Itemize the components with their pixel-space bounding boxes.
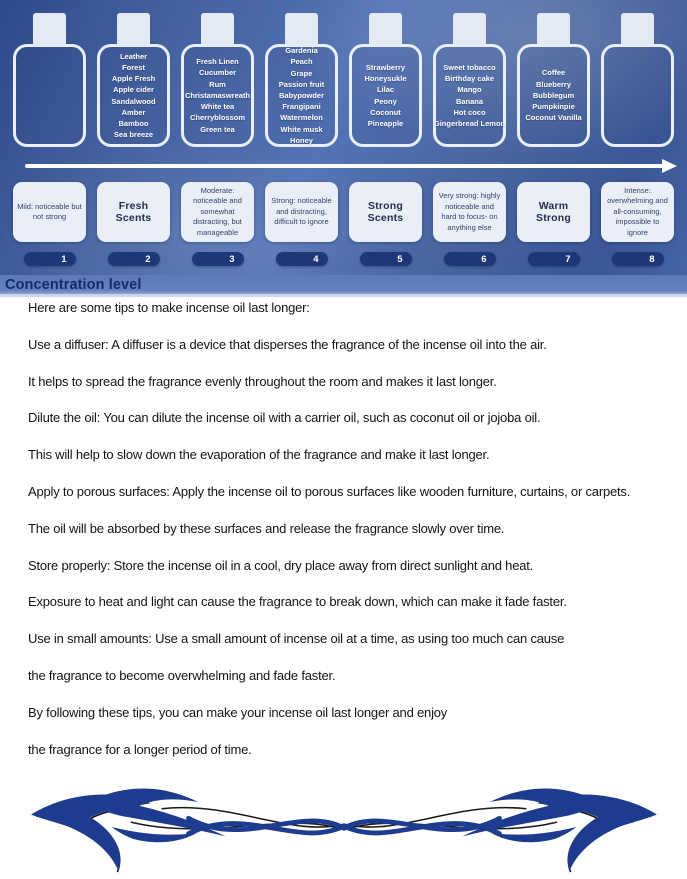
scent-concentration-banner xyxy=(0,0,687,293)
bottle-body xyxy=(97,44,170,147)
scent-name: Frangipani xyxy=(282,102,321,112)
scent-bottle xyxy=(517,13,590,150)
scent-name: Rum xyxy=(209,79,226,89)
tip-line: This will help to slow down the evaporation of the fragrance and make it last longer. xyxy=(28,447,490,463)
level-label: Moderate: noticeable and somewhat distracting, but manageable xyxy=(193,185,242,237)
scent-name: Amber xyxy=(121,107,146,117)
tip-line: Store properly: Store the incense oil in a cool, dry place away from direct sunlight and heat. xyxy=(28,557,534,573)
scent-bottle xyxy=(349,13,422,150)
level-number-pill xyxy=(276,252,328,266)
bottles-row xyxy=(0,13,687,150)
bottle-body xyxy=(13,44,86,147)
scent-name: Pineapple xyxy=(367,118,404,128)
scent-bottle xyxy=(13,13,86,150)
scent-name: Apple Fresh xyxy=(111,74,156,84)
tip-line: The oil will be absorbed by these surfaces and release the fragrance slowly over time. xyxy=(28,520,505,536)
scent-name: Grape xyxy=(290,68,313,78)
bottle-cap xyxy=(285,13,318,46)
tip-line: Dilute the oil: You can dilute the incense oil with a carrier oil, such as coconut oil or jojoba oil. xyxy=(28,410,541,426)
level-box xyxy=(601,182,674,242)
tip-line: the fragrance to become overwhelming and fade faster. xyxy=(28,667,336,683)
level-number: 6 xyxy=(481,253,487,265)
scent-name: Gardenia xyxy=(285,46,318,56)
bottle-cap xyxy=(117,13,150,46)
scent-name: Blueberry xyxy=(535,79,571,89)
tip-line: Exposure to heat and light can cause the fragrance to break down, which can make it fade faster. xyxy=(28,594,567,610)
bottle-cap xyxy=(621,13,654,46)
tribal-flourish-divider xyxy=(0,778,687,874)
bottle-body xyxy=(265,44,338,147)
pill-slot xyxy=(433,252,506,266)
level-label: Very strong: highly noticeable and hard to focus- on anything else xyxy=(438,191,501,232)
scent-name: Coffee xyxy=(541,68,566,78)
scent-name: Bamboo xyxy=(118,118,149,128)
tip-line: the fragrance for a longer period of time. xyxy=(28,741,252,757)
tribal-flourish-icon xyxy=(8,778,680,874)
level-label: Strong Scents xyxy=(367,200,404,224)
scent-name: Honeysukle xyxy=(364,74,407,84)
scent-name: Passion fruit xyxy=(278,79,325,89)
scent-name: Lilac xyxy=(376,85,395,95)
bottle-body xyxy=(181,44,254,147)
level-label: Intense: overwhelming and all-consuming, impossible to ignore xyxy=(607,185,668,237)
scent-name: Pumpkinpie xyxy=(532,102,575,112)
level-number-pill xyxy=(108,252,160,266)
level-number: 1 xyxy=(61,253,67,265)
level-number: 8 xyxy=(649,253,655,265)
scent-name: Christamaswreath xyxy=(184,90,251,100)
scent-name: Sweet tobacco xyxy=(443,62,496,72)
tip-line: It helps to spread the fragrance evenly throughout the room and makes it last longer. xyxy=(28,373,497,389)
level-number-pill xyxy=(444,252,496,266)
bottle-cap xyxy=(201,13,234,46)
level-label: Fresh Scents xyxy=(115,200,152,224)
tip-line: Use in small amounts: Use a small amount of incense oil at a time, as using too much can cause xyxy=(28,631,565,647)
level-label: Strong: noticeable and distracting, difficult to ignore xyxy=(271,196,332,227)
scent-name: Apple cider xyxy=(113,85,154,95)
arrow-line xyxy=(25,164,663,168)
tips-section xyxy=(0,278,687,757)
level-number-pill xyxy=(360,252,412,266)
level-number: 7 xyxy=(565,253,571,265)
bottle-body xyxy=(517,44,590,147)
scent-name: Honey xyxy=(290,135,313,145)
scent-bottle xyxy=(433,13,506,150)
scent-name: Peony xyxy=(374,96,397,106)
pill-slot xyxy=(13,252,86,266)
pill-slot xyxy=(349,252,422,266)
pill-slot xyxy=(517,252,590,266)
bottle-body xyxy=(433,44,506,147)
scent-name: Forest xyxy=(122,62,145,72)
scent-name: Sandalwood xyxy=(111,96,156,106)
tip-line: Use a diffuser: A diffuser is a device that disperses the fragrance of the incense oil into the air. xyxy=(28,336,547,352)
bottle-cap xyxy=(537,13,570,46)
bottle-body xyxy=(601,44,674,147)
scent-name: White tea xyxy=(200,102,235,112)
scent-name: Bubblegum xyxy=(532,90,575,100)
scent-name: Strawberry xyxy=(365,62,406,72)
bottle-cap xyxy=(33,13,66,46)
levels-row xyxy=(0,182,687,242)
level-number-pill xyxy=(528,252,580,266)
scent-name: Leather xyxy=(119,51,148,61)
level-number: 5 xyxy=(397,253,403,265)
scent-bottle xyxy=(181,13,254,150)
arrow-right-icon xyxy=(662,159,677,173)
scent-name: Sea breeze xyxy=(113,130,154,140)
scent-name: Banana xyxy=(455,96,484,106)
pill-slot xyxy=(265,252,338,266)
bottle-body xyxy=(349,44,422,147)
scent-name: Green tea xyxy=(200,124,235,134)
level-box xyxy=(181,182,254,242)
scent-name: Fresh Linen xyxy=(196,57,239,67)
scent-bottle xyxy=(97,13,170,150)
pill-slot xyxy=(601,252,674,266)
scent-name: Babypowder xyxy=(278,90,324,100)
level-box xyxy=(433,182,506,242)
level-number-pill xyxy=(192,252,244,266)
level-number: 4 xyxy=(313,253,319,265)
intensity-arrow xyxy=(0,159,687,173)
tip-line: Here are some tips to make incense oil last longer: xyxy=(28,300,310,315)
level-box xyxy=(265,182,338,242)
bottle-cap xyxy=(453,13,486,46)
scent-name: Watermelon xyxy=(280,113,323,123)
scent-name: Cucumber xyxy=(198,68,237,78)
scent-name: Gingerbread Lemon xyxy=(433,118,506,128)
level-box xyxy=(517,182,590,242)
bottle-cap xyxy=(369,13,402,46)
scent-name: Cherryblossom xyxy=(189,113,246,123)
scent-name: Coconut xyxy=(370,107,401,117)
scent-name: Hot coco xyxy=(453,107,486,117)
pill-slot xyxy=(97,252,170,266)
scent-name: Peach xyxy=(290,57,313,67)
level-box xyxy=(97,182,170,242)
scent-name: Coconut Vanilla xyxy=(525,113,582,123)
tip-line: Apply to porous surfaces: Apply the incense oil to porous surfaces like wooden furniture, curtains, or carpets. xyxy=(28,483,631,499)
level-box xyxy=(349,182,422,242)
level-number: 2 xyxy=(145,253,151,265)
tip-line: By following these tips, you can make your incense oil last longer and enjoy xyxy=(28,704,448,720)
pill-slot xyxy=(181,252,254,266)
pills-row xyxy=(0,252,687,266)
scent-name: White musk xyxy=(280,124,323,134)
level-label: Warm Strong xyxy=(535,200,572,224)
scent-bottle xyxy=(265,13,338,150)
level-number: 3 xyxy=(229,253,235,265)
level-number-pill xyxy=(24,252,76,266)
level-box xyxy=(13,182,86,242)
concentration-level-caption: Concentration level xyxy=(5,276,142,293)
level-number-pill xyxy=(612,252,664,266)
scent-name: Mango xyxy=(457,85,482,95)
scent-bottle xyxy=(601,13,674,150)
scent-name: Birthday cake xyxy=(444,74,495,84)
level-label: Mild: noticeable but not strong xyxy=(17,201,82,221)
